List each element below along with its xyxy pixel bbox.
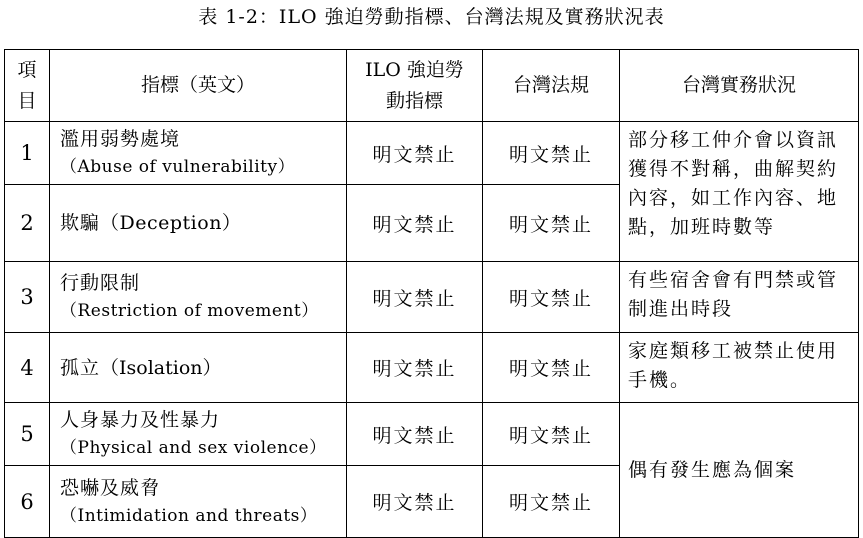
header-row: [5, 50, 859, 122]
ilo-cell: 明文禁止: [347, 262, 483, 333]
indicator-en: （Deception）: [100, 212, 242, 234]
law-cell: 明文禁止: [483, 262, 620, 333]
indicator-cell: [50, 403, 347, 466]
forced-labour-table: [4, 49, 859, 538]
practice-cell: 部分移工仲介會以資訊獲得不對稱，曲解契約內容，如工作內容、地點，加班時數等: [620, 122, 859, 262]
indicator-cell: [50, 185, 347, 262]
row-number: 2: [5, 185, 50, 262]
table-caption: 表 1-2：ILO 強迫勞動指標、台灣法規及實務狀況表: [198, 6, 665, 28]
law-cell: 明文禁止: [483, 122, 620, 185]
indicator-en: （Intimidation and threats）: [60, 505, 318, 526]
row-number: 1: [5, 122, 50, 185]
indicator-zh: 行動限制: [60, 272, 141, 294]
indicator-zh: 恐嚇及威脅: [60, 476, 161, 499]
header-taiwan-practice: 台灣實務狀況: [620, 50, 859, 122]
table-row: [5, 333, 859, 403]
ilo-cell: 明文禁止: [347, 333, 483, 403]
header-taiwan-law: 台灣法規: [483, 50, 620, 122]
indicator-en: （Physical and sex violence）: [60, 438, 327, 458]
practice-cell: 偶有發生應為個案: [620, 403, 859, 538]
indicator-zh: 人身暴力及性暴力: [60, 409, 221, 431]
indicator-en: （Isolation）: [100, 357, 222, 379]
header-item-no: 項目: [5, 50, 50, 122]
ilo-cell: 明文禁止: [347, 122, 483, 185]
indicator-cell: [50, 466, 347, 538]
row-number: 6: [5, 466, 50, 538]
ilo-cell: 明文禁止: [347, 403, 483, 466]
indicator-en: （Abuse of vulnerability）: [60, 157, 296, 177]
indicator-zh: 欺騙: [60, 212, 101, 234]
indicator-cell: [50, 122, 347, 185]
indicator-en: （Restriction of movement）: [60, 301, 319, 321]
law-cell: 明文禁止: [483, 403, 620, 466]
practice-cell: 有些宿舍會有門禁或管制進出時段: [620, 262, 859, 333]
indicator-zh: 孤立: [60, 357, 101, 379]
row-number: 3: [5, 262, 50, 333]
table-row: [5, 262, 859, 333]
row-number: 4: [5, 333, 50, 403]
law-cell: 明文禁止: [483, 466, 620, 538]
header-indicator: 指標（英文）: [50, 50, 347, 122]
table-row: [5, 122, 859, 185]
law-cell: 明文禁止: [483, 185, 620, 262]
law-cell: 明文禁止: [483, 333, 620, 403]
ilo-cell: 明文禁止: [347, 466, 483, 538]
header-ilo: ILO 強迫勞動指標: [347, 50, 483, 122]
ilo-cell: 明文禁止: [347, 185, 483, 262]
indicator-zh: 濫用弱勢處境: [60, 128, 181, 150]
indicator-cell: [50, 262, 347, 333]
table-row: [5, 403, 859, 466]
practice-cell: 家庭類移工被禁止使用手機。: [620, 333, 859, 403]
indicator-cell: [50, 333, 347, 403]
row-number: 5: [5, 403, 50, 466]
